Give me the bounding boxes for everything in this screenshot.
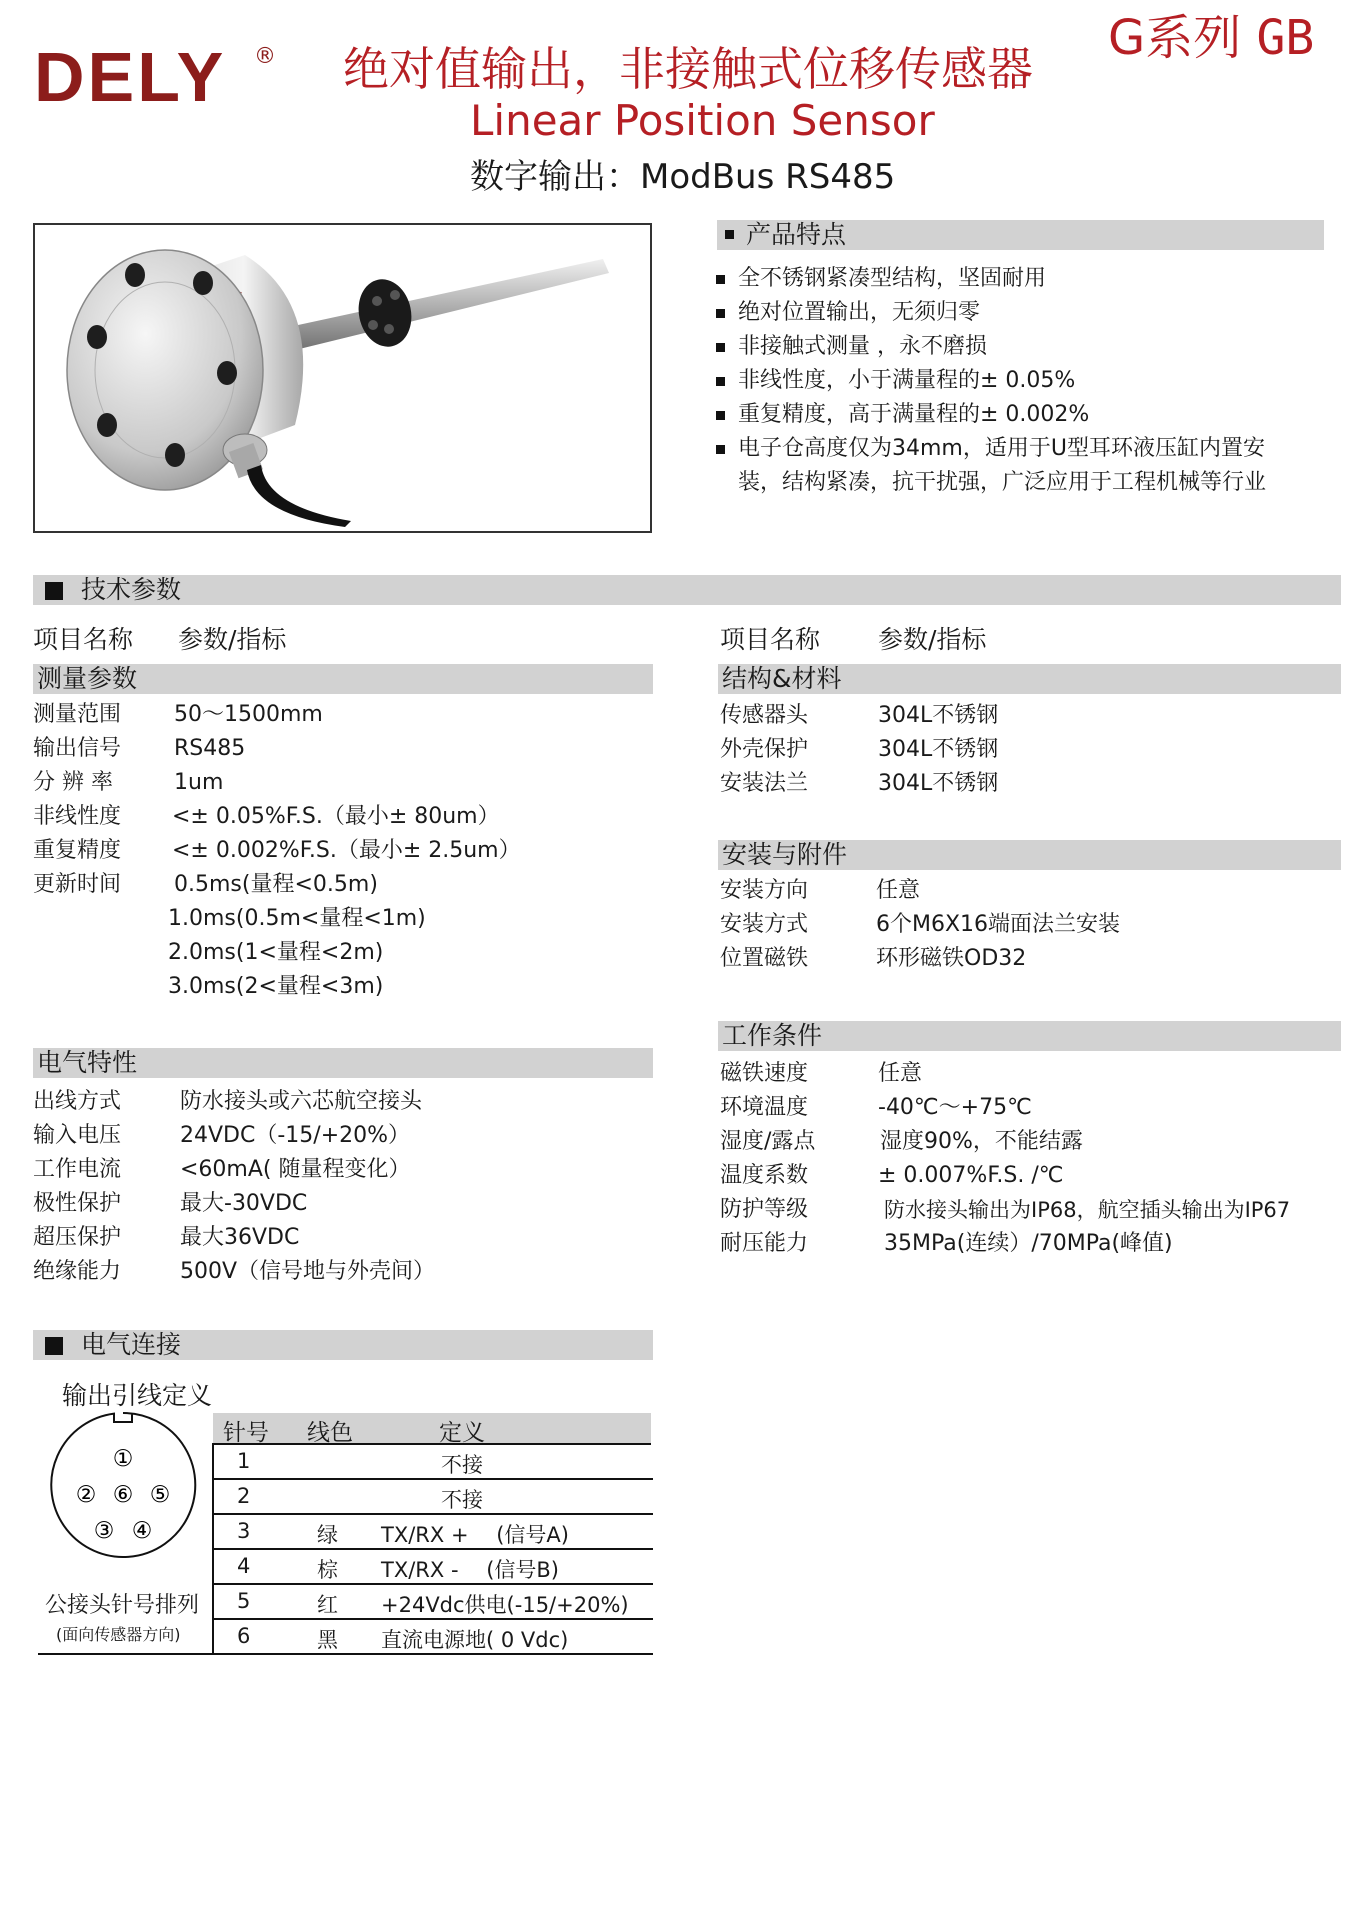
param-value: 1um [174, 770, 224, 795]
param-value: 50～1500mm [174, 702, 323, 727]
param-name: 极性保护 [33, 1191, 122, 1216]
param-value: 500V（信号地与外壳间） [180, 1259, 436, 1284]
conditions-header [718, 1021, 1341, 1051]
structure-header [718, 664, 1341, 694]
pin-label: ③ [93, 1518, 115, 1544]
param-value: 湿度90%，不能结露 [880, 1129, 1083, 1154]
brand-logo: DELY [34, 38, 227, 116]
product-photo [33, 223, 652, 533]
param-value: 304L不锈钢 [878, 703, 999, 728]
series-code: GB [1256, 10, 1315, 66]
connector-pin-diagram [48, 1410, 198, 1560]
param-name: 工作电流 [33, 1157, 122, 1182]
table-row: 6 黑 直流电源地( 0 Vdc) [38, 1620, 653, 1655]
electric-header [33, 1048, 653, 1078]
param-name: 环境温度 [720, 1095, 809, 1120]
feature-item: 重复精度，高于满量程的± 0.002% [738, 398, 1089, 432]
param-value-continued: 1.0ms(0.5m<量程<1m) [168, 906, 426, 931]
param-value-continued: 2.0ms(1<量程<2m) [168, 940, 384, 965]
param-value: 6个M6X16端面法兰安装 [876, 912, 1121, 937]
feature-item: 非接触式测量 ，永不磨损 [738, 330, 987, 364]
conditions-title: 工作条件 [722, 1021, 823, 1050]
col-name-right: 项目名称 [720, 625, 821, 654]
series-label [1108, 10, 1315, 66]
table-row: 5 红 +24Vdc供电(-15/+20%) [213, 1585, 653, 1620]
param-name: 绝缘能力 [33, 1259, 122, 1284]
table-row: 4 棕 TX/RX - (信号B) [213, 1550, 653, 1585]
electric-title: 电气特性 [37, 1048, 138, 1077]
tech-title: 技术参数 [81, 575, 182, 604]
connector-caption-sub: (面向传感器方向) [56, 1625, 181, 1644]
output-type: 数字输出：ModBus RS485 [470, 157, 896, 197]
param-name: 输入电压 [33, 1123, 122, 1148]
param-value: 防水接头或六芯航空接头 [180, 1089, 423, 1114]
pin-label: ⑥ [112, 1482, 134, 1508]
page-title-cn: 绝对值输出，非接触式位移传感器 [343, 42, 1033, 96]
param-value: <± 0.05%F.S.（最小± 80um） [172, 804, 500, 829]
install-title: 安装与附件 [722, 840, 848, 869]
param-value: 任意 [878, 1061, 923, 1086]
feature-item: 电子仓高度仅为34mm，适用于U型耳环液压缸内置安 [738, 432, 1265, 466]
param-value: <60mA( 随量程变化） [180, 1157, 411, 1182]
table-row: 3 绿 TX/RX + (信号A) [213, 1515, 653, 1550]
param-value: 0.5ms(量程<0.5m) [174, 872, 378, 897]
param-name: 安装方式 [720, 912, 809, 937]
connection-title: 电气连接 [81, 1330, 182, 1359]
param-value: RS485 [174, 736, 246, 761]
param-name: 重复精度 [33, 838, 122, 863]
param-name: 温度系数 [720, 1163, 809, 1188]
param-value: 304L不锈钢 [878, 737, 999, 762]
connection-subtitle: 输出引线定义 [62, 1381, 213, 1410]
param-name: 安装法兰 [720, 771, 809, 796]
param-name: 位置磁铁 [720, 946, 809, 971]
feature-item-continued: 装，结构紧凑，抗干扰强，广泛应用于工程机械等行业 [738, 470, 1267, 495]
param-value: -40℃～+75℃ [878, 1095, 1032, 1120]
param-name: 出线方式 [33, 1089, 122, 1114]
features-title: 产品特点 [746, 220, 847, 249]
pin-table-col: 定义 [439, 1420, 485, 1446]
registered-mark: ® [254, 44, 276, 69]
pin-table-header [213, 1413, 651, 1445]
param-value: <± 0.002%F.S.（最小± 2.5um） [172, 838, 521, 863]
param-value: 304L不锈钢 [878, 771, 999, 796]
table-divider [212, 1443, 214, 1653]
param-name: 测量范围 [33, 702, 122, 727]
param-name: 超压保护 [33, 1225, 122, 1250]
series-prefix: G系列 [1108, 10, 1242, 66]
col-value-right: 参数/指标 [878, 625, 987, 654]
col-name-left: 项目名称 [33, 625, 134, 654]
pin-label: ② [75, 1482, 97, 1508]
structure-title: 结构&材料 [722, 664, 842, 693]
feature-item: 非线性度，小于满量程的± 0.05% [738, 364, 1075, 398]
connector-caption: 公接头针号排列 [45, 1593, 200, 1618]
param-value: 最大-30VDC [180, 1191, 308, 1216]
pin-table-col: 针号 [223, 1420, 269, 1446]
param-name: 更新时间 [33, 872, 122, 897]
param-name: 输出信号 [33, 736, 122, 761]
feature-item: 绝对位置输出，无须归零 [738, 296, 980, 330]
param-value: 环形磁铁OD32 [876, 946, 1027, 971]
param-value: ± 0.007%F.S. /℃ [878, 1163, 1064, 1188]
param-name: 外壳保护 [720, 737, 809, 762]
param-value: 35MPa(连续）/70MPa(峰值) [884, 1231, 1173, 1256]
features-header [717, 220, 1324, 250]
param-value: 24VDC（-15/+20%） [180, 1123, 411, 1148]
param-value: 最大36VDC [180, 1225, 300, 1250]
install-header [718, 840, 1341, 870]
param-value: 任意 [876, 878, 921, 903]
pin-label: ① [112, 1446, 134, 1472]
col-value-left: 参数/指标 [178, 625, 287, 654]
param-name: 耐压能力 [720, 1231, 809, 1256]
pin-label: ④ [131, 1518, 153, 1544]
connection-header [33, 1330, 653, 1360]
param-value-continued: 3.0ms(2<量程<3m) [168, 974, 384, 999]
param-name: 湿度/露点 [720, 1129, 816, 1154]
param-name: 磁铁速度 [720, 1061, 809, 1086]
measure-title: 测量参数 [37, 664, 138, 693]
param-name: 非线性度 [33, 804, 122, 829]
pin-table-col: 线色 [307, 1420, 353, 1446]
param-name: 安装方向 [720, 878, 809, 903]
table-row: 1 不接 [213, 1445, 653, 1480]
param-value: 防水接头输出为IP68，航空插头输出为IP67 [884, 1198, 1291, 1222]
measure-header [33, 664, 653, 694]
feature-item: 全不锈钢紧凑型结构，坚固耐用 [738, 262, 1046, 296]
param-name: 分 辨 率 [33, 770, 113, 795]
tech-header [33, 575, 1341, 605]
table-row: 2 不接 [213, 1480, 653, 1515]
sensor-illustration [35, 225, 650, 531]
param-name: 防护等级 [720, 1197, 809, 1222]
page-title-en: Linear Position Sensor [470, 96, 935, 145]
param-name: 传感器头 [720, 703, 809, 728]
pin-label: ⑤ [149, 1482, 171, 1508]
